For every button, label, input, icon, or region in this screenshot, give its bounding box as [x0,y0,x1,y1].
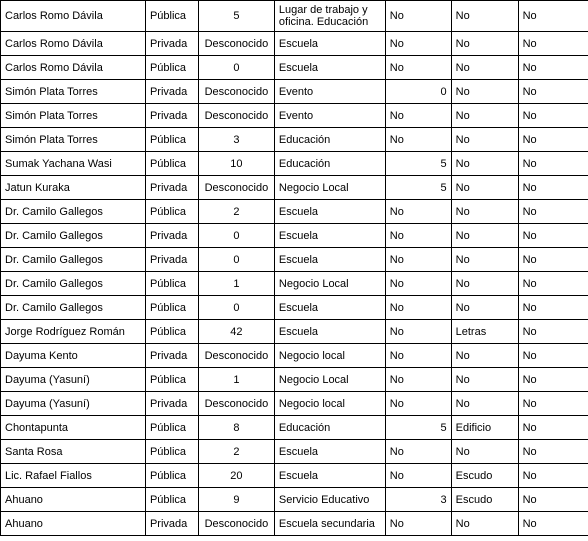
type-cell: Pública [145,56,198,80]
school-name-cell: Carlos Romo Dávila [1,32,146,56]
use-cell: Escuela [274,320,385,344]
detail-cell: No [385,32,451,56]
count-cell: 1 [198,272,274,296]
school-name-cell: Dr. Camilo Gallegos [1,248,146,272]
flag-cell: No [518,56,588,80]
mark-cell: No [451,248,518,272]
mark-cell: No [451,272,518,296]
use-cell: Negocio local [274,392,385,416]
table-row [1,1,588,32]
detail-cell: No [385,464,451,488]
type-cell: Privada [145,248,198,272]
detail-cell: No [385,440,451,464]
detail-cell: No [385,248,451,272]
count-cell: Desconocido [198,104,274,128]
table-row [1,344,588,368]
detail-cell: No [385,512,451,536]
school-name-cell: Dayuma (Yasuní) [1,392,146,416]
type-cell: Privada [145,344,198,368]
mark-cell: No [451,392,518,416]
type-cell: Privada [145,32,198,56]
mark-cell: Edificio [451,416,518,440]
flag-cell: No [518,440,588,464]
flag-cell: No [518,296,588,320]
use-cell: Escuela [274,200,385,224]
mark-cell: No [451,152,518,176]
school-name-cell: Dr. Camilo Gallegos [1,272,146,296]
table-row [1,224,588,248]
use-cell: Educación [274,416,385,440]
detail-cell: 0 [385,80,451,104]
type-cell: Pública [145,416,198,440]
count-cell: 0 [198,248,274,272]
count-cell: 42 [198,320,274,344]
mark-cell: No [451,1,518,32]
count-cell: 8 [198,416,274,440]
school-name-cell: Chontapunta [1,416,146,440]
flag-cell: No [518,200,588,224]
count-cell: 10 [198,152,274,176]
flag-cell: No [518,104,588,128]
mark-cell: No [451,368,518,392]
count-cell: Desconocido [198,176,274,200]
mark-cell: No [451,200,518,224]
type-cell: Pública [145,320,198,344]
use-cell: Lugar de trabajo y oficina. Educación [274,1,385,32]
count-cell: 2 [198,200,274,224]
mark-cell: No [451,440,518,464]
count-cell: 0 [198,56,274,80]
count-cell: 20 [198,464,274,488]
table-row [1,416,588,440]
flag-cell: No [518,344,588,368]
use-cell: Evento [274,80,385,104]
count-cell: Desconocido [198,392,274,416]
table-row [1,512,588,536]
flag-cell: No [518,488,588,512]
flag-cell: No [518,80,588,104]
use-cell: Escuela [274,296,385,320]
mark-cell: No [451,224,518,248]
mark-cell: No [451,128,518,152]
detail-cell: No [385,224,451,248]
school-name-cell: Dr. Camilo Gallegos [1,224,146,248]
table-row [1,248,588,272]
use-cell: Educación [274,152,385,176]
type-cell: Pública [145,464,198,488]
type-cell: Privada [145,176,198,200]
flag-cell: No [518,320,588,344]
type-cell: Privada [145,104,198,128]
type-cell: Privada [145,80,198,104]
school-name-cell: Ahuano [1,488,146,512]
flag-cell: No [518,32,588,56]
use-cell: Negocio Local [274,176,385,200]
use-cell: Escuela [274,56,385,80]
table-row [1,272,588,296]
school-name-cell: Dr. Camilo Gallegos [1,296,146,320]
school-name-cell: Dayuma (Yasuní) [1,368,146,392]
count-cell: Desconocido [198,80,274,104]
school-name-cell: Lic. Rafael Fiallos [1,464,146,488]
type-cell: Pública [145,152,198,176]
school-name-cell: Jatun Kuraka [1,176,146,200]
flag-cell: No [518,392,588,416]
type-cell: Privada [145,224,198,248]
table-row [1,392,588,416]
detail-cell: No [385,296,451,320]
use-cell: Negocio Local [274,272,385,296]
use-cell: Escuela [274,440,385,464]
school-name-cell: Jorge Rodríguez Román [1,320,146,344]
type-cell: Pública [145,368,198,392]
mark-cell: No [451,56,518,80]
flag-cell: No [518,248,588,272]
detail-cell: No [385,344,451,368]
flag-cell: No [518,128,588,152]
mark-cell: No [451,32,518,56]
detail-cell: No [385,56,451,80]
use-cell: Escuela secundaria [274,512,385,536]
type-cell: Pública [145,200,198,224]
table-row [1,200,588,224]
use-cell: Negocio Local [274,368,385,392]
school-name-cell: Simón Plata Torres [1,128,146,152]
type-cell: Pública [145,1,198,32]
mark-cell: Escudo [451,464,518,488]
flag-cell: No [518,152,588,176]
table-row [1,464,588,488]
school-name-cell: Simón Plata Torres [1,80,146,104]
detail-cell: No [385,200,451,224]
flag-cell: No [518,272,588,296]
type-cell: Pública [145,296,198,320]
count-cell: 1 [198,368,274,392]
use-cell: Negocio local [274,344,385,368]
detail-cell: No [385,392,451,416]
detail-cell: No [385,272,451,296]
table-row [1,368,588,392]
flag-cell: No [518,512,588,536]
table-row [1,440,588,464]
type-cell: Privada [145,512,198,536]
count-cell: Desconocido [198,344,274,368]
school-name-cell: Simón Plata Torres [1,104,146,128]
mark-cell: No [451,512,518,536]
use-cell: Servicio Educativo [274,488,385,512]
type-cell: Pública [145,128,198,152]
mark-cell: Escudo [451,488,518,512]
school-name-cell: Dayuma Kento [1,344,146,368]
flag-cell: No [518,368,588,392]
mark-cell: No [451,80,518,104]
table-row [1,152,588,176]
school-name-cell: Dr. Camilo Gallegos [1,200,146,224]
use-cell: Escuela [274,32,385,56]
detail-cell: No [385,1,451,32]
count-cell: 0 [198,296,274,320]
count-cell: 3 [198,128,274,152]
flag-cell: No [518,224,588,248]
use-cell: Evento [274,104,385,128]
type-cell: Pública [145,440,198,464]
type-cell: Privada [145,392,198,416]
detail-cell: No [385,320,451,344]
flag-cell: No [518,464,588,488]
school-name-cell: Sumak Yachana Wasi [1,152,146,176]
table-body [1,1,588,536]
school-name-cell: Ahuano [1,512,146,536]
table-row [1,176,588,200]
use-cell: Educación [274,128,385,152]
school-name-cell: Carlos Romo Dávila [1,56,146,80]
table-row [1,128,588,152]
flag-cell: No [518,1,588,32]
detail-cell: 3 [385,488,451,512]
detail-cell: No [385,368,451,392]
type-cell: Pública [145,488,198,512]
table-row [1,104,588,128]
count-cell: 2 [198,440,274,464]
count-cell: Desconocido [198,512,274,536]
table-row [1,80,588,104]
mark-cell: No [451,296,518,320]
count-cell: 0 [198,224,274,248]
flag-cell: No [518,176,588,200]
count-cell: 5 [198,1,274,32]
count-cell: 9 [198,488,274,512]
mark-cell: Letras [451,320,518,344]
type-cell: Pública [145,272,198,296]
detail-cell: No [385,104,451,128]
count-cell: Desconocido [198,32,274,56]
table-row [1,56,588,80]
table-row [1,32,588,56]
school-name-cell: Carlos Romo Dávila [1,1,146,32]
detail-cell: 5 [385,176,451,200]
mark-cell: No [451,104,518,128]
mark-cell: No [451,344,518,368]
detail-cell: No [385,128,451,152]
table-row [1,488,588,512]
table-row [1,296,588,320]
use-cell: Escuela [274,248,385,272]
detail-cell: 5 [385,416,451,440]
use-cell: Escuela [274,464,385,488]
mark-cell: No [451,176,518,200]
detail-cell: 5 [385,152,451,176]
school-name-cell: Santa Rosa [1,440,146,464]
use-cell: Escuela [274,224,385,248]
table-row [1,320,588,344]
flag-cell: No [518,416,588,440]
